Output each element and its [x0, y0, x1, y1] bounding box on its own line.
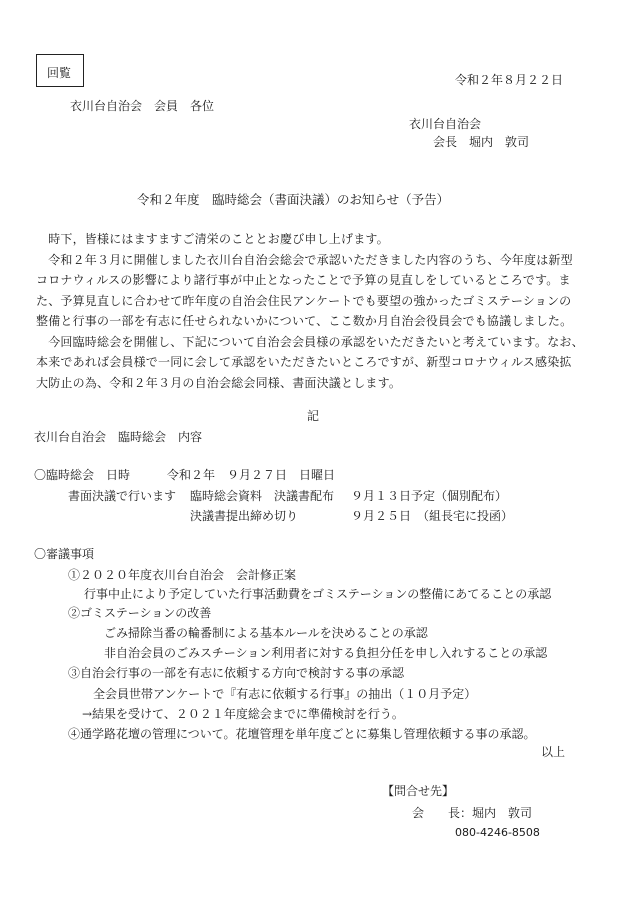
agenda-heading: 〇審議事項	[34, 547, 95, 561]
section-heading: 衣川台自治会 臨時総会 内容	[34, 430, 203, 444]
body-line: 本来であれば会員様で一同に会して承認をいただきたいところですが、新型コロナウィルス感染拡	[36, 355, 572, 369]
ki-heading: 記	[307, 409, 320, 423]
body-line: 今回臨時総会を開催し、下記について自治会会員様の承認をいただきたいと考えています。なお、	[36, 334, 584, 349]
agenda-item-detail: ごみ掃除当番の輪番制による基本ルールを決めることの承認	[104, 626, 428, 640]
materials-date: ９月１３日予定（個別配布）	[351, 489, 508, 503]
agenda-item: ④通学路花壇の管理について。花壇管理を単年度ごとに募集し管理依頼する事の承認。	[68, 727, 536, 741]
deadline-date: ９月２５日 （組長宅に投函）	[351, 509, 514, 523]
agenda-item: ②ゴミステーションの改善	[68, 606, 212, 620]
closing-mark: 以上	[541, 745, 566, 759]
meeting-method: 書面決議で行います	[68, 489, 177, 503]
agenda-item-detail: 行事中止により予定していた行事活動費をゴミステーションの整備にあてることの承認	[84, 587, 552, 601]
circular-label: 回覧	[47, 66, 72, 80]
body-line: 整備と行事の一部を有志に任せられないかについて、ここ数か月自治会役員会でも協議しました。	[36, 314, 573, 328]
addressee: 衣川台自治会 会員 各位	[70, 99, 215, 113]
document-date: 令和２年８月２２日	[455, 73, 564, 87]
agenda-item: ③自治会行事の一部を有志に依頼する方向で検討する事の承認	[68, 666, 405, 680]
body-line: た、予算見直しに合わせて昨年度の自治会住民アンケートでも要望の強かったゴミステーションの	[36, 293, 572, 308]
materials-item: 臨時総会資料 決議書配布	[190, 489, 335, 503]
body-text	[36, 229, 596, 393]
page-title: 令和２年度 臨時総会（書面決議）のお知らせ（予告）	[137, 192, 450, 207]
contact-person: 会 長：堀内 敦司	[412, 806, 533, 820]
agenda-item-detail: →結果を受けて、２０２１年度総会までに準備検討を行う。	[82, 707, 404, 721]
circular-stamp-box	[36, 54, 84, 87]
contact-phone: 080-4246-8508	[455, 826, 540, 839]
meeting-label: 〇臨時総会 日時	[34, 468, 131, 482]
sender-organization: 衣川台自治会	[409, 117, 482, 131]
agenda-item-detail: 全会員世帯アンケートで『有志に依頼する行事』の抽出（１０月予定）	[93, 687, 477, 701]
agenda-item-detail: 非自治会員のごみスチーション利用者に対する負担分任を申し入れすることの承認	[104, 646, 548, 660]
contact-heading: 【問合せ先】	[382, 784, 455, 798]
agenda-item: ①２０２０年度衣川台自治会 会計修正案	[68, 568, 297, 582]
meeting-date: 令和２年 ９月２７日 日曜日	[167, 468, 336, 482]
body-line: 大防止の為、令和２年３月の自治会総会同様、書面決議とします。	[36, 375, 402, 390]
deadline-item: 決議書提出締め切り	[190, 509, 299, 523]
body-line: コロナウィルスの影響により諸行事が中止となったことで予算の見直しをしているところです。ま	[36, 273, 571, 287]
sender-person: 会長 堀内 敦司	[433, 135, 530, 149]
body-line: 時下，皆様にはますますご清栄のこととお慶び申し上げます。	[36, 232, 389, 246]
body-line: 令和２年３月に開催しました衣川台自治会総会で承認いただきました内容のうち、今年度は新型	[36, 252, 573, 267]
